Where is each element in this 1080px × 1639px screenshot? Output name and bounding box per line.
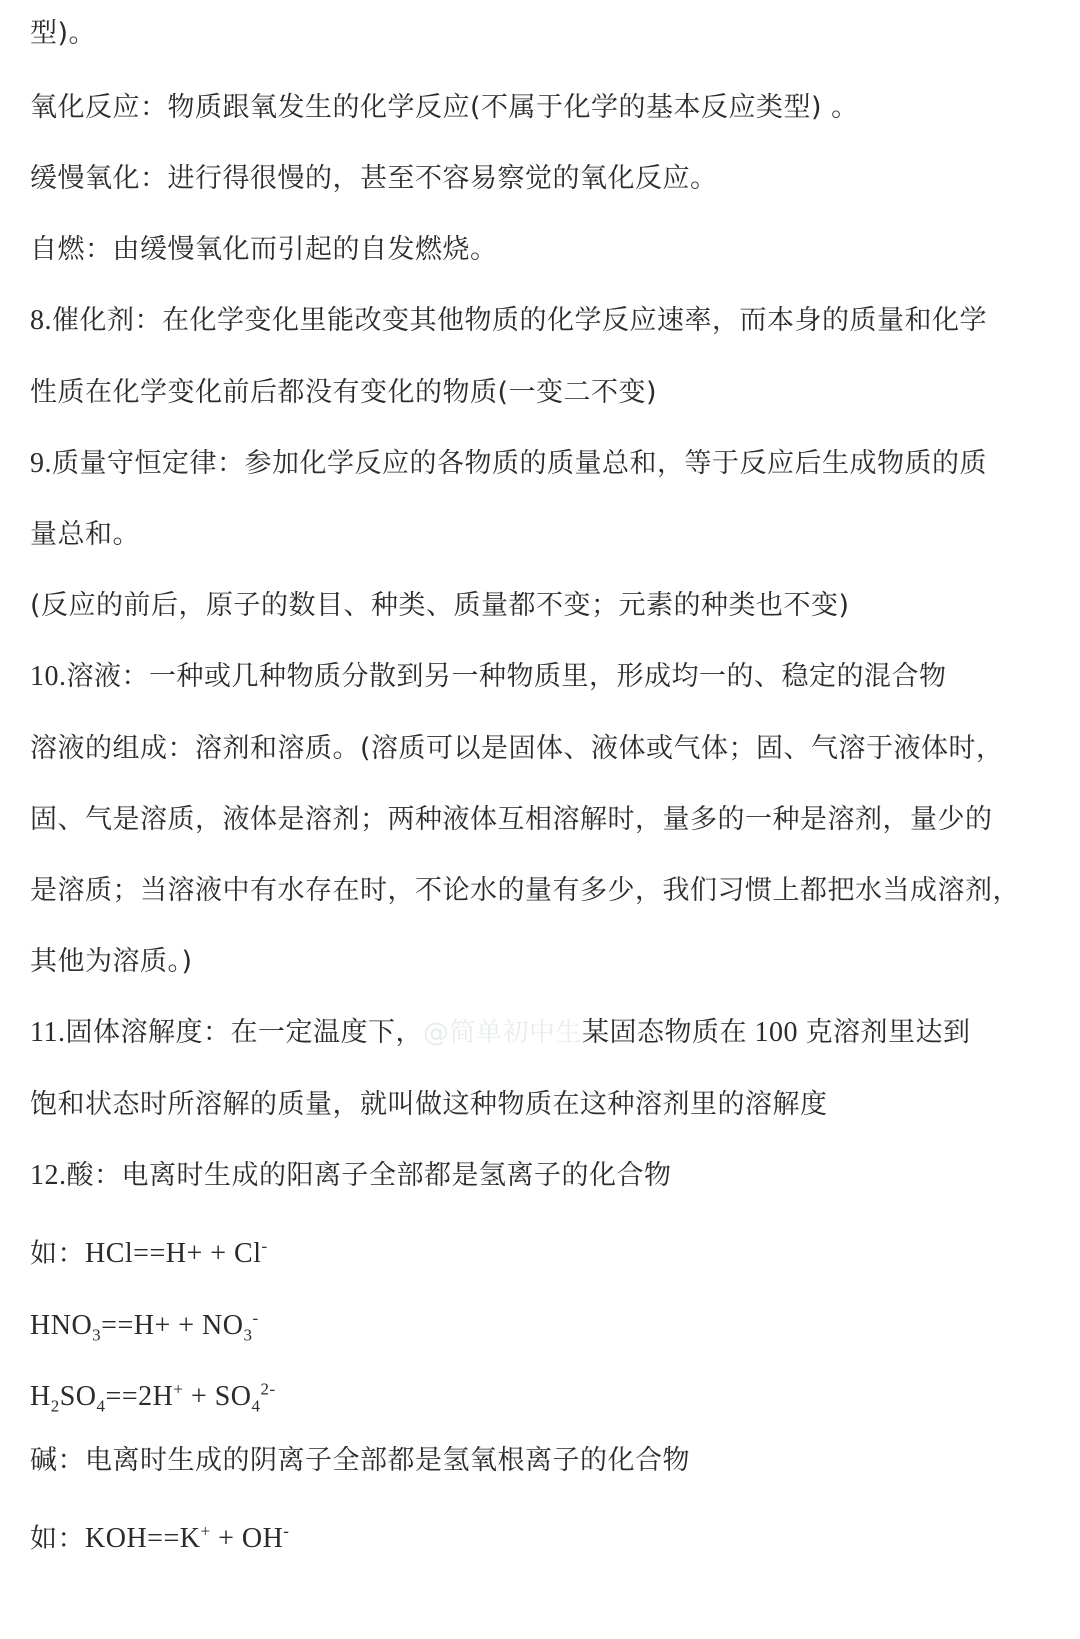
- text-line: [30, 444, 987, 484]
- item-number: 8.: [30, 305, 52, 336]
- formula-line: [30, 1370, 276, 1416]
- watermark: @简单初中生: [422, 1018, 582, 1048]
- solubility-definition-cont: 饱和状态时所溶解的质量，就叫做这种物质在这种溶剂里的溶解度: [30, 1089, 828, 1120]
- text-line: [30, 301, 987, 341]
- text-line: [30, 800, 993, 840]
- item-number: 9.: [30, 448, 52, 479]
- h2so4-formula: $H_2SO_4==2H^+ + SO_4^{2-}$: [30, 1380, 276, 1416]
- text-line: [30, 230, 498, 270]
- text-line: [30, 1156, 672, 1196]
- text-line: [30, 515, 140, 555]
- conservation-note: (反应的前后，原子的数目、种类、质量都不变；元素的种类也不变): [30, 590, 850, 621]
- hcl-formula: HCl==H+ + Cl-: [85, 1237, 268, 1270]
- text-line: [30, 871, 1020, 911]
- spontaneous-combustion-definition: 自燃：由缓慢氧化而引起的自发燃烧。: [30, 234, 498, 265]
- text-line: [30, 586, 850, 626]
- solution-composition-end: 其他为溶质。): [30, 946, 193, 977]
- base-definition: 碱：电离时生成的阴离子全部都是氢氧根离子的化合物: [30, 1445, 690, 1476]
- number-100: 100: [746, 1017, 806, 1048]
- item-number: 11.: [30, 1017, 66, 1048]
- text-line: [30, 1441, 690, 1481]
- formula-line: [30, 1512, 290, 1555]
- solubility-definition: 克溶剂里达到: [805, 1017, 971, 1048]
- solubility-definition: 某固态物质在: [581, 1017, 747, 1048]
- catalyst-definition-cont: 性质在化学变化前后都没有变化的物质(一变二不变): [30, 377, 658, 408]
- text-line: [30, 373, 657, 413]
- item-number: 12.: [30, 1160, 67, 1191]
- example-prefix: 如：: [30, 1523, 85, 1555]
- conservation-of-mass-cont: 量总和。: [30, 519, 140, 550]
- hno3-formula: $HNO_3==H+ + NO_3^-$: [30, 1309, 259, 1345]
- formula-line: [30, 1227, 268, 1270]
- text-line: [30, 159, 718, 199]
- oxidation-definition: 氧化反应：物质跟氧发生的化学反应(不属于化学的基本反应类型) 。: [30, 92, 859, 123]
- solution-composition-cont: 是溶质；当溶液中有水存在时，不论水的量有多少，我们习惯上都把水当成溶剂，: [30, 875, 1020, 906]
- example-prefix: 如：: [30, 1238, 85, 1270]
- conservation-of-mass-definition: 质量守恒定律：参加化学反应的各物质的质量总和，等于反应后生成物质的质: [52, 448, 987, 479]
- formula-line: [30, 1299, 259, 1345]
- text-line: [30, 729, 1004, 769]
- text-line: [30, 1013, 970, 1053]
- solubility-definition: 固体溶解度：在一定温度下，: [65, 1017, 423, 1048]
- text-line: [30, 1085, 828, 1125]
- acid-definition: 酸：电离时生成的阳离子全部都是氢离子的化合物: [66, 1160, 672, 1191]
- item-number: 10.: [30, 661, 67, 692]
- catalyst-definition: 催化剂：在化学变化里能改变其他物质的化学反应速率，而本身的质量和化学: [52, 305, 987, 336]
- koh-formula: KOH==K+ + OH-: [85, 1522, 290, 1555]
- solution-definition: 溶液：一种或几种物质分散到另一种物质里，形成均一的、稳定的混合物: [66, 661, 947, 692]
- text-line: [30, 657, 947, 697]
- text-line: [30, 14, 96, 54]
- solution-composition-cont: 固、气是溶质，液体是溶剂；两种液体互相溶解时，量多的一种是溶剂，量少的: [30, 804, 993, 835]
- text-fragment: 型)。: [30, 18, 97, 49]
- text-line: [30, 942, 193, 982]
- solution-composition: 溶液的组成：溶剂和溶质。(溶质可以是固体、液体或气体；固、气溶于液体时，: [30, 733, 1004, 764]
- slow-oxidation-definition: 缓慢氧化：进行得很慢的，甚至不容易察觉的氧化反应。: [30, 163, 718, 194]
- text-line: [30, 88, 859, 128]
